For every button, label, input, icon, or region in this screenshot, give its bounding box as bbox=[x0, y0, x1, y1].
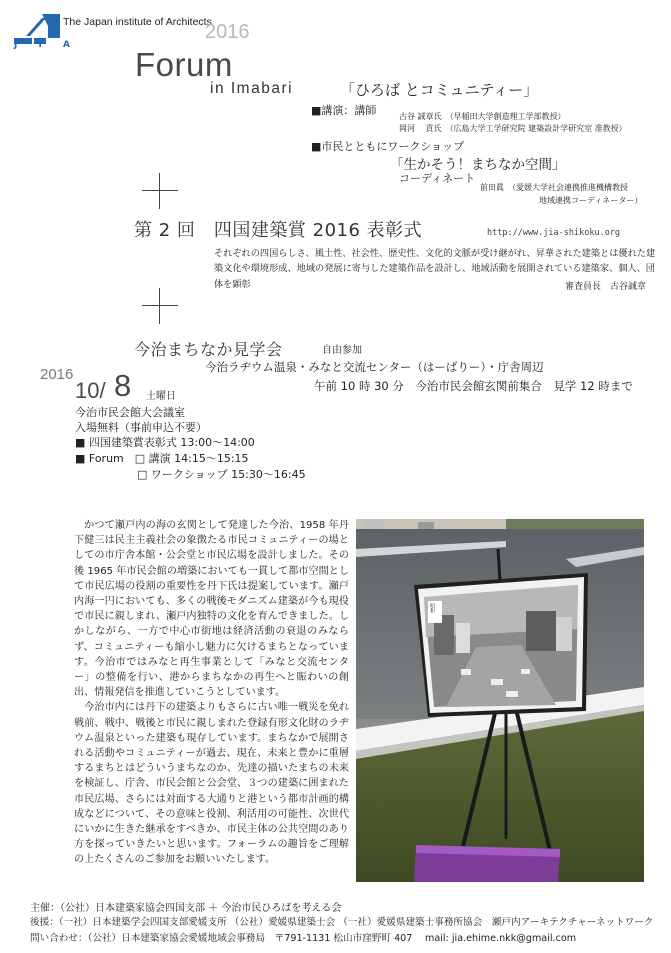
jia-logo-text: J I A bbox=[14, 40, 79, 50]
event-day: 8 bbox=[114, 368, 132, 403]
lecture-speaker-2: 岡河 貢氏 （広島大学工学研究院 建築設計学研究室 准教授） bbox=[399, 124, 627, 133]
forum-theme: 「ひろば とコミュニティー」 bbox=[340, 81, 539, 99]
event-weekday: 土曜日 bbox=[146, 391, 176, 402]
event-venue: 今治市民会館大会議室 bbox=[75, 406, 185, 419]
schedule-forum: ■ Forum □ 講演 14:15～15:15 bbox=[75, 452, 249, 465]
event-year: 2016 bbox=[40, 366, 74, 383]
award-description: それぞれの四国らしさ、風土性、社会性、歴史性、文化的文脈が受け継がれ、昇華された建築とは優れた建築文化や環境形成、地域の発展に寄与した建築作品を設計し、地域活動を展開されている建築家、個人、団体を顕彰 bbox=[214, 248, 656, 290]
lecture-speaker-1: 古谷 誠章氏 （早稲田大学創造理工学部教授） bbox=[399, 112, 566, 121]
schedule-award: ■ 四国建築賞表彰式 13:00～14:00 bbox=[75, 436, 255, 449]
event-photo bbox=[356, 519, 644, 882]
forum-location: in Imabari bbox=[210, 80, 294, 97]
tour-note: 自由参加 bbox=[322, 345, 362, 356]
award-judge: 審査員長 古谷誠章 bbox=[565, 282, 647, 292]
award-url-link[interactable]: http://www.jia-shikoku.org bbox=[487, 228, 621, 238]
event-month: 10/ bbox=[75, 378, 106, 403]
header-year: 2016 bbox=[205, 21, 250, 43]
event-fee: 入場無料（事前申込不要） bbox=[75, 421, 207, 434]
photo-sign-label: 昭和 bbox=[429, 603, 435, 613]
tour-time: 午前 10 時 30 分 今治市民会館玄関前集合 見学 12 時まで bbox=[314, 379, 633, 393]
footer-organizer: 主催：（公社）日本建築家協会四国支部 ＋ 今治市民ひろばを考える会 bbox=[30, 903, 342, 914]
tour-place: 今治ラヂウム温泉・みなと交流センター（はーばりー）・庁舎周辺 bbox=[205, 360, 544, 374]
organization-name-english: The Japan institute of Architects bbox=[63, 16, 212, 28]
photo-easel-icon bbox=[356, 519, 644, 882]
cross-divider-1 bbox=[142, 173, 178, 209]
lecture-label: ■講演：講師 bbox=[311, 104, 377, 117]
body-paragraph-2: 今治市内には丹下の建築よりもさらに古い唯一戦災を免れ戦前、戦中、戦後と市民に親しまれた登録有形文化財のラヂウム温泉といった建築も現存しています。まちなかで展開される活動やコミュニティーが過去、現在、未来と豊かに重層するまちとはどういうまちなのか、先達の描いたまちの未来を検証し、庁舎、市民会館と公会堂、３つの建築に囲まれた市民広場、さらには対面する大通りと港という都市計画的構成などについて、その意味と役割、利活用の可能性、次世代にいかに生きた継承をすべきか、市民主体の公共空間のあり方を探っていきたいと思います。フォーラムの趣旨をご理解の上たくさんのご参加をお願いいたします。 bbox=[74, 702, 349, 866]
cross-divider-2 bbox=[142, 288, 178, 324]
body-text bbox=[74, 518, 349, 868]
body-paragraph-1: かつて瀬戸内の海の玄関として発達した今治、1958 年丹下健三は民主主義社会の象徴たる市民コミュニティーの場としての市庁舎本館・公会堂と市民広場を設計しました。その後 1965 年市民会館の増築においても一貫して都市空間として市民広場の役割の重要性を丹下氏は提案しています。瀬戸内海一円においても、多くの戦後モダニズム建築が今も現役で市民に親しまれ、瀬戸内独特の文化を育んできました。しかしながら、一方で中心市街地は経済活動の衰退のみならず、コミュニティーも縮小し魅力に欠けるまちとなっています。今治市ではみなと再生事業として「みなと交流センター」の整備を行い、港からまちなかの再生へと賑わいの創出、情報発信を推進していこうとしています。 bbox=[74, 520, 349, 699]
workshop-label: ■市民とともにワークショップ bbox=[311, 140, 465, 153]
forum-title: Forum bbox=[135, 46, 233, 83]
workshop-coordinator-role: 地域連携コーディネーター） bbox=[539, 196, 643, 205]
schedule-workshop: □ ワークショップ 15:30～16:45 bbox=[137, 468, 306, 481]
workshop-coordinator-name: 前田眞 （愛媛大学社会連携推進機構教授 bbox=[480, 183, 628, 192]
workshop-title: 「生かそう！まちなか空間」 bbox=[390, 157, 566, 173]
footer-supporters: 後援：（一社）日本建築学会四国支部愛媛支所 （公社）愛媛県建築士会 （一社）愛媛県建築士事務所協会 瀬戸内アーキテクチャーネットワーク bbox=[30, 917, 654, 928]
tour-title: 今治まちなか見学会 bbox=[134, 340, 283, 359]
footer-contact: 問い合わせ：（公社）日本建築家協会愛媛地域会事務局 〒791-1131 松山市窪野町 407 mail: jia.ehime.nkk@gmail.com bbox=[30, 933, 577, 944]
workshop-coordinator-label: コーディネート bbox=[399, 172, 476, 185]
award-title: 第 2 回 四国建築賞 2016 表彰式 bbox=[134, 220, 423, 241]
